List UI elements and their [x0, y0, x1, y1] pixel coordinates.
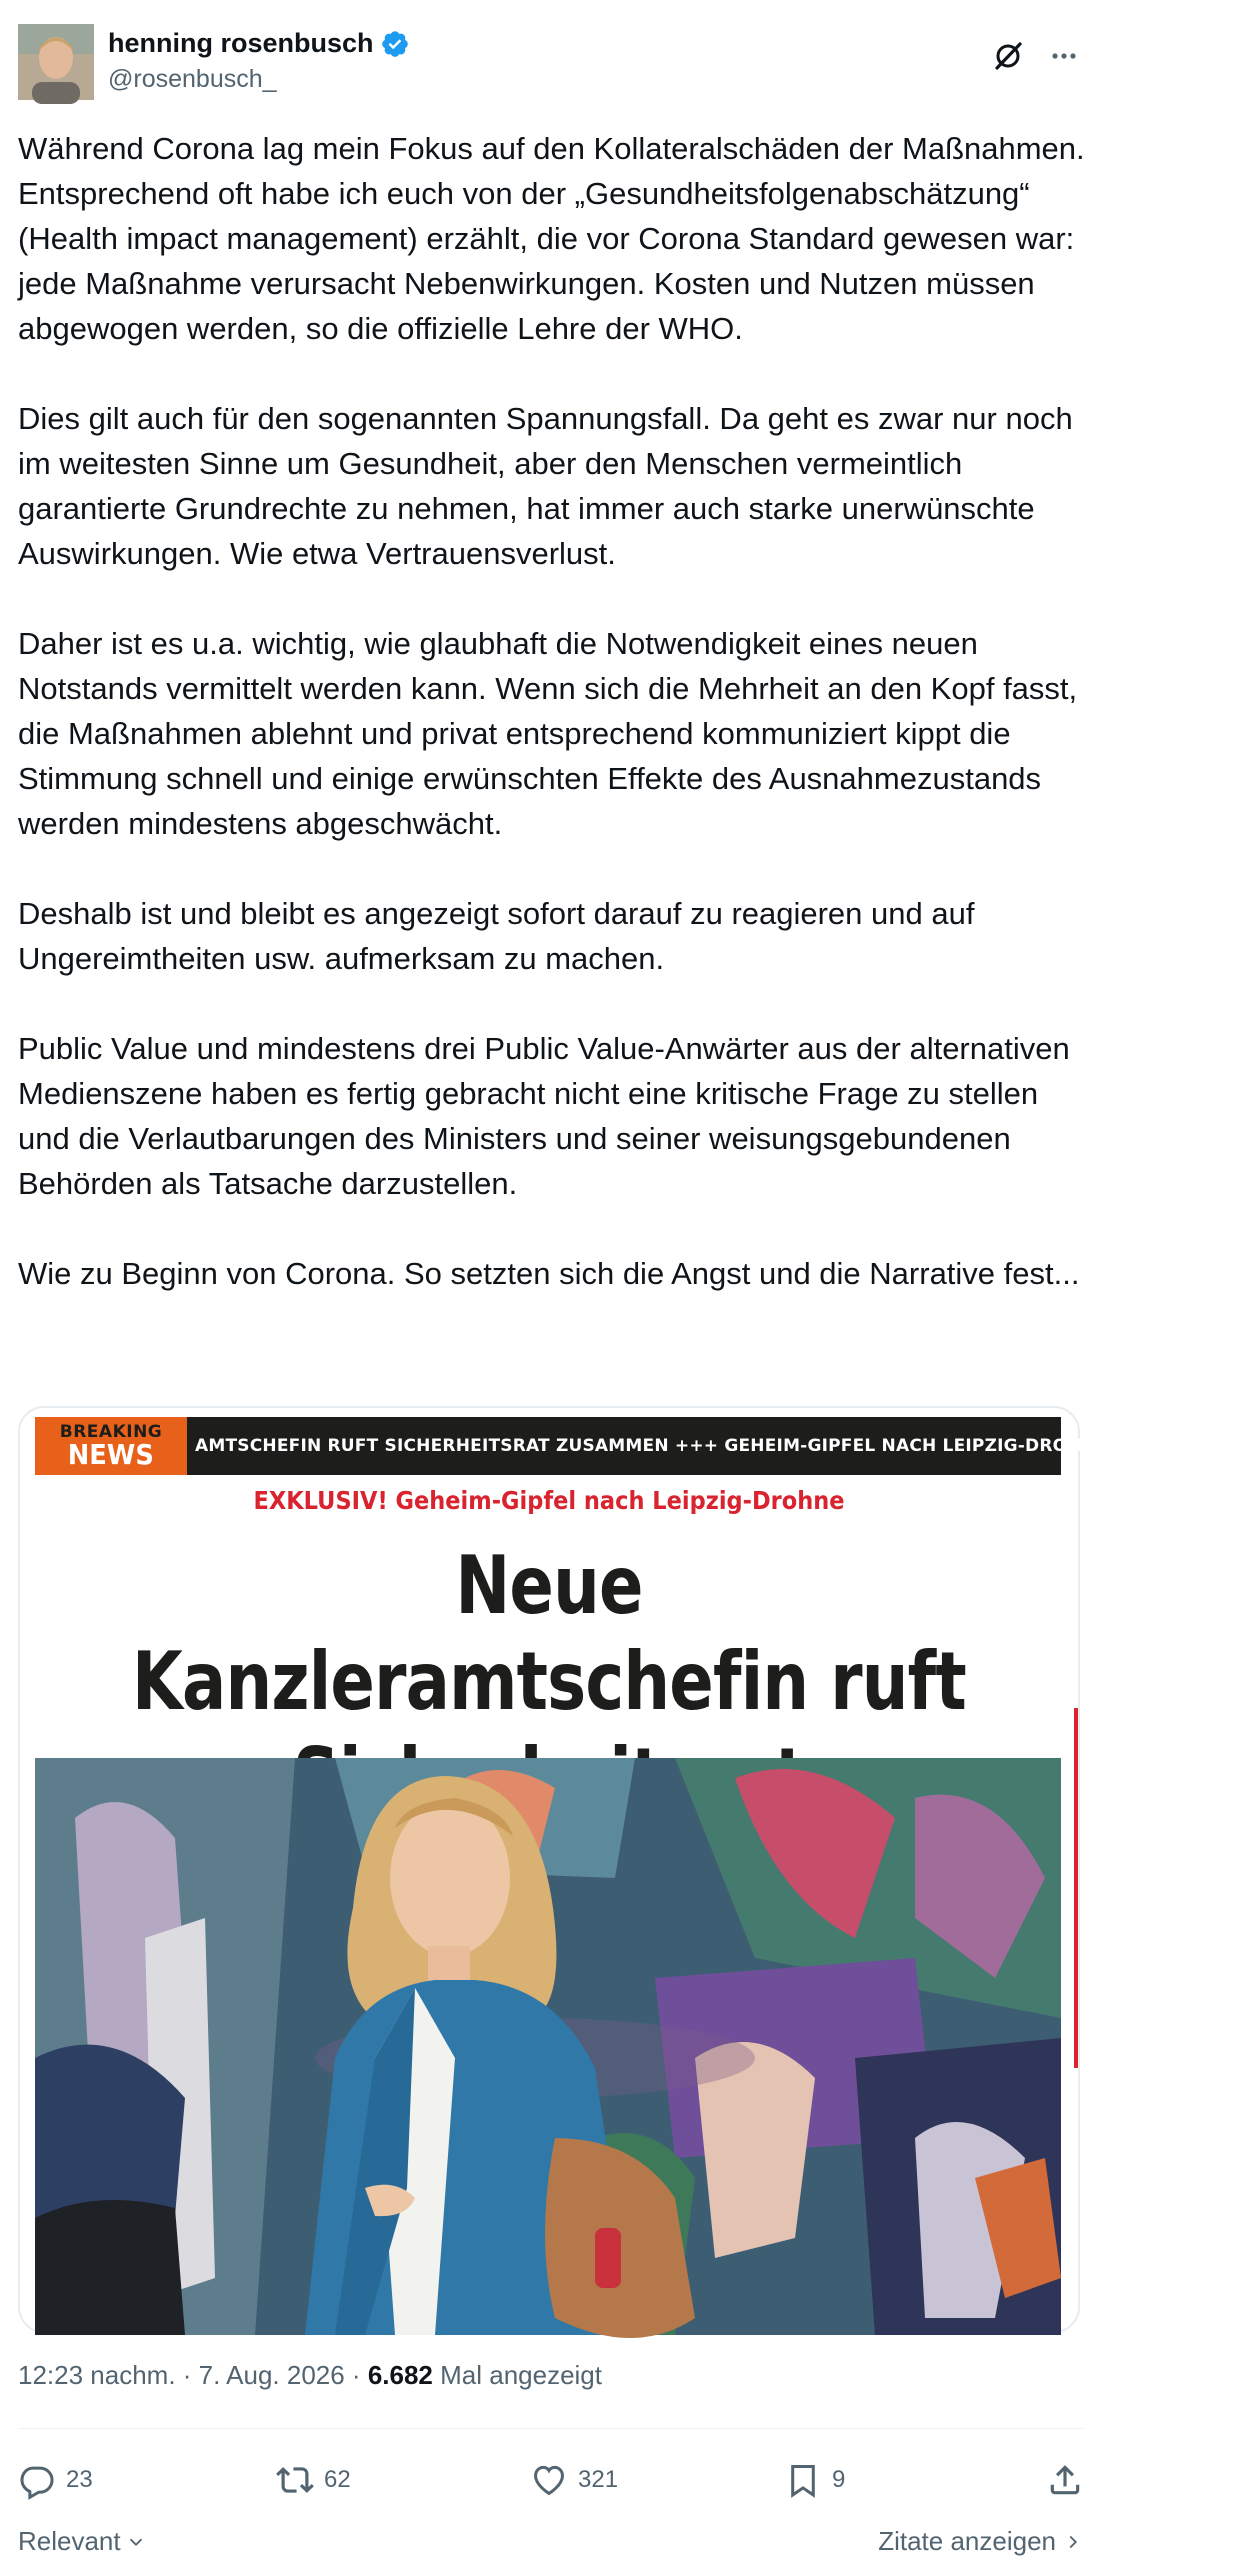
- chevron-down-icon: [125, 2531, 147, 2553]
- breaking-news-badge: [35, 1417, 187, 1475]
- news-label: NEWS: [67, 1438, 155, 1471]
- author-handle[interactable]: @rosenbusch_: [108, 65, 277, 93]
- tweet-paragraph: Wie zu Beginn von Corona. So setzten sich die Angst und die Narrative fest...: [18, 1256, 1080, 1291]
- chevron-right-icon: [1062, 2531, 1084, 2553]
- heart-icon: [530, 2461, 568, 2499]
- bookmark-button[interactable]: [784, 2450, 845, 2510]
- divider: [18, 2428, 1084, 2429]
- sort-dropdown[interactable]: [18, 2526, 147, 2557]
- bookmark-count: 9: [832, 2466, 846, 2493]
- verified-badge-icon: [380, 29, 410, 59]
- share-icon: [1046, 2461, 1084, 2499]
- red-edge-strip: [1074, 1708, 1078, 2068]
- share-button[interactable]: [1046, 2450, 1084, 2510]
- tweet-media-image[interactable]: [18, 1406, 1256, 2333]
- headline-kicker: EXKLUSIV! Geheim-Gipfel nach Leipzig-Drohne: [253, 1486, 845, 1515]
- sort-label: Relevant: [18, 2526, 121, 2556]
- tweet-header: [18, 22, 1084, 102]
- ticker-text: AMTSCHEFIN RUFT SICHERHEITSRAT ZUSAMMEN +++ GEHEIM-GIPFEL NACH LEIPZIG-DROHNE: NEUE KANZLE: [195, 1436, 1256, 1456]
- tweet-actions: [18, 2450, 1084, 2510]
- meta-separator: ·: [175, 2360, 199, 2390]
- repost-button[interactable]: [276, 2450, 351, 2510]
- tweet-date[interactable]: 7. Aug. 2026: [198, 2360, 345, 2390]
- avatar[interactable]: [18, 24, 94, 100]
- headline-line: Neue Kanzleramtschefin ruft: [132, 1539, 966, 1728]
- reply-button[interactable]: [18, 2450, 93, 2510]
- reply-count: 23: [66, 2466, 93, 2493]
- tweet-paragraph: Public Value und mindestens drei Public Value-Anwärter aus der alternativen Medienszene haben es fertig gebracht nicht eine kritische Frage zu stellen und die Verlautbarungen des Ministers und seiner weisungsgebundenen Behörden als Tatsache darzustellen.: [18, 1031, 1070, 1201]
- author-name[interactable]: henning rosenbusch: [108, 28, 374, 58]
- more-options-icon[interactable]: [1044, 36, 1084, 76]
- news-photo: [35, 1758, 1061, 2335]
- tweet-paragraph: Daher ist es u.a. wichtig, wie glaubhaft die Notwendigkeit eines neuen Notstands vermittelt werden kann. Wenn sich die Mehrheit an den Kopf fasst, die Maßnahmen ablehnt und privat entsprechend kommuniziert kippt die Stimmung schnell und einige erwünschten Effekte des Ausnahmezustands werden mindestens abgeschwächt.: [18, 626, 1078, 841]
- news-ticker: [35, 1417, 1256, 1475]
- meta-separator: ·: [344, 2360, 368, 2390]
- view-count: 6.682: [367, 2360, 433, 2390]
- grok-icon[interactable]: [988, 36, 1028, 76]
- tweet-paragraph: Während Corona lag mein Fokus auf den Kollateralschäden der Maßnahmen. Entsprechend oft habe ich euch von der „Gesundheitsfolgenabschätzung“ (Health impact management) erzählt, die vor Corona Standard gewesen war: jede Maßnahme verursacht Nebenwirkungen. Kosten und Nutzen müssen abgewogen werden, so die offizielle Lehre der WHO.: [18, 131, 1085, 346]
- repost-count: 62: [324, 2466, 351, 2493]
- tweet-paragraph: Deshalb ist und bleibt es angezeigt sofort darauf zu reagieren und auf Ungereimtheiten usw. aufmerksam zu machen.: [18, 896, 975, 976]
- tweet-meta: [18, 2360, 602, 2391]
- quotes-label: Zitate anzeigen: [878, 2526, 1056, 2556]
- view-quotes-link[interactable]: [878, 2526, 1084, 2557]
- reply-icon: [18, 2461, 56, 2499]
- bookmark-icon: [784, 2461, 822, 2499]
- tweet-text: [18, 126, 1088, 1341]
- like-count: 321: [578, 2466, 619, 2493]
- repost-icon: [276, 2461, 314, 2499]
- replies-footer: [18, 2520, 1084, 2564]
- tweet-time[interactable]: 12:23 nachm.: [18, 2360, 176, 2390]
- like-button[interactable]: [530, 2450, 618, 2510]
- tweet-paragraph: Dies gilt auch für den sogenannten Spannungsfall. Da geht es zwar nur noch im weitesten Sinne um Gesundheit, aber den Menschen vermeintlich garantierte Grundrechte zu nehmen, hat immer auch starke unerwünschte Auswirkungen. Wie etwa Vertrauensverlust.: [18, 401, 1073, 571]
- breaking-label: BREAKING: [59, 1422, 163, 1442]
- view-count-label: Mal angezeigt: [432, 2360, 602, 2390]
